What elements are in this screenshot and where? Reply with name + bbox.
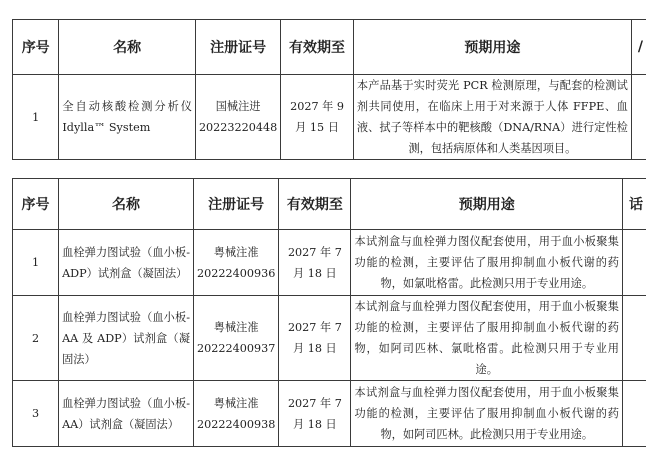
cell-intended-use: 本试剂盒与血栓弹力图仪配套使用，用于血小板聚集功能的检测，主要评估了服用抑制血小板代谢的药物，如阿司匹林。此检测只用于专业用途。 bbox=[351, 381, 622, 447]
header-intended-use: 预期用途 bbox=[351, 179, 622, 230]
header-cut-off: / bbox=[631, 20, 646, 75]
cell-valid-until: 2027 年 7 月 18 日 bbox=[279, 381, 351, 447]
cell-name: 血栓弹力图试验（血小板-AA 及 ADP）试剂盒（凝固法） bbox=[59, 296, 194, 381]
header-valid-until: 有效期至 bbox=[281, 20, 354, 75]
cell-valid-until: 2027 年 7 月 18 日 bbox=[279, 296, 351, 381]
header-name: 名称 bbox=[59, 179, 194, 230]
header-intended-use: 预期用途 bbox=[353, 20, 631, 75]
cell-serial: 2 bbox=[13, 296, 59, 381]
cell-cut-off bbox=[631, 75, 646, 160]
table-header-row bbox=[13, 20, 646, 75]
cell-name: 全自动核酸检测分析仪 Idylla™ System bbox=[59, 75, 196, 160]
header-name: 名称 bbox=[59, 20, 196, 75]
cell-registration-number: 粤械注准20222400937 bbox=[194, 296, 279, 381]
header-serial: 序号 bbox=[13, 20, 59, 75]
cell-name: 血栓弹力图试验（血小板-AA）试剂盒（凝固法） bbox=[59, 381, 194, 447]
cell-intended-use: 本试剂盒与血栓弹力图仪配套使用，用于血小板聚集功能的检测，主要评估了服用抑制血小板代谢的药物，如阿司匹林、氯吡格雷。此检测只用于专业用途。 bbox=[351, 296, 622, 381]
cell-serial: 1 bbox=[13, 230, 59, 296]
header-valid-until: 有效期至 bbox=[279, 179, 351, 230]
cell-registration-number: 粤械注准20222400938 bbox=[194, 381, 279, 447]
table-row bbox=[13, 381, 646, 447]
header-cut-off: 话 bbox=[622, 179, 646, 230]
header-registration-number: 注册证号 bbox=[194, 179, 279, 230]
header-registration-number: 注册证号 bbox=[195, 20, 280, 75]
cell-intended-use: 本产品基于实时荧光 PCR 检测原理，与配套的检测试剂共同使用，在临床上用于对来源于人体 FFPE、血液、拭子等样本中的靶核酸（DNA/RNA）进行定性检测，包括病原体和人类基因项目。 bbox=[353, 75, 631, 160]
cell-cut-off bbox=[622, 381, 646, 447]
cell-cut-off bbox=[622, 230, 646, 296]
table-header-row bbox=[13, 179, 646, 230]
cell-valid-until: 2027 年 9 月 15 日 bbox=[281, 75, 354, 160]
registration-table-instrument bbox=[12, 19, 646, 160]
table-row bbox=[13, 296, 646, 381]
cell-registration-number: 国械注进20223220448 bbox=[195, 75, 280, 160]
cell-serial: 3 bbox=[13, 381, 59, 447]
cell-intended-use: 本试剂盒与血栓弹力图仪配套使用，用于血小板聚集功能的检测，主要评估了服用抑制血小板代谢的药物，如氯吡格雷。此检测只用于专业用途。 bbox=[351, 230, 622, 296]
registration-table-reagents bbox=[12, 178, 646, 447]
cell-registration-number: 粤械注准20222400936 bbox=[194, 230, 279, 296]
table-row bbox=[13, 75, 646, 160]
cell-valid-until: 2027 年 7 月 18 日 bbox=[279, 230, 351, 296]
header-serial: 序号 bbox=[13, 179, 59, 230]
cell-serial: 1 bbox=[13, 75, 59, 160]
cell-name: 血栓弹力图试验（血小板-ADP）试剂盒（凝固法） bbox=[59, 230, 194, 296]
table-row bbox=[13, 230, 646, 296]
cell-cut-off bbox=[622, 296, 646, 381]
